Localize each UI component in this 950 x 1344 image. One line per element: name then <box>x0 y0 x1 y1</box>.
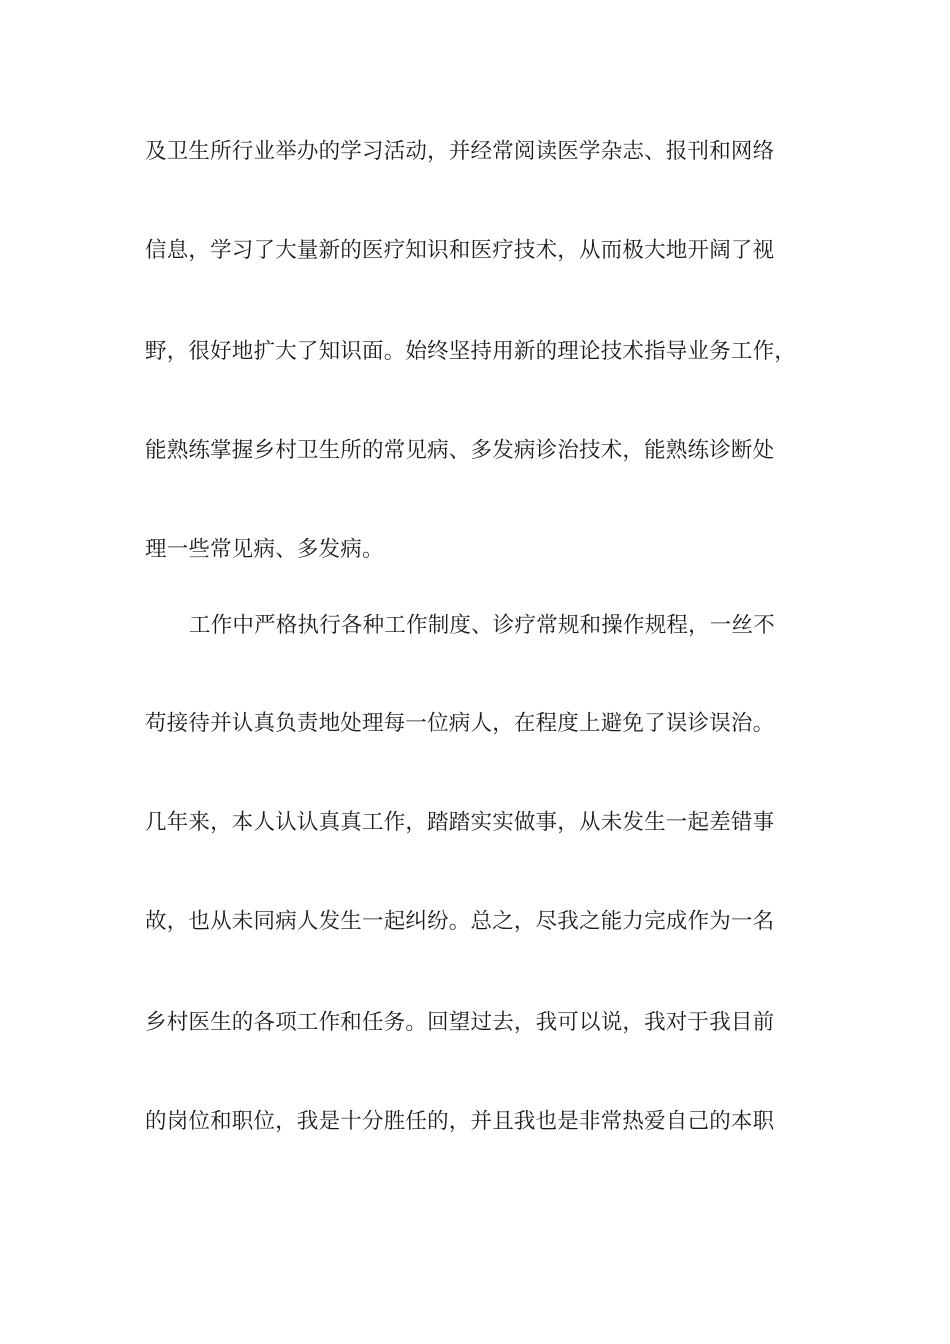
text-line: 理一些常见病、多发病。 <box>145 537 384 562</box>
text-line: 及卫生所行业举办的学习活动，并经常阅读医学杂志、报刊和网络 <box>145 139 775 164</box>
text-line: 苟接待并认真负责地处理每一位病人，在程度上避免了误诊误治。 <box>145 711 775 736</box>
paragraph-first-line: 工作中严格执行各种工作制度、诊疗常规和操作规程，一丝不 <box>189 613 775 638</box>
text-line: 故，也从未同病人发生一起纠纷。总之，尽我之能力完成作为一名 <box>145 909 775 934</box>
text-line: 乡村医生的各项工作和任务。回望过去，我可以说，我对于我目前 <box>145 1010 775 1035</box>
text-line: 野，很好地扩大了知识面。始终坚持用新的理论技术指导业务工作， <box>145 339 797 364</box>
text-line: 能熟练掌握乡村卫生所的常见病、多发病诊治技术，能熟练诊断处 <box>145 438 775 463</box>
text-line: 几年来，本人认认真真工作，踏踏实实做事，从未发生一起差错事 <box>145 810 775 835</box>
text-line: 信息，学习了大量新的医疗知识和医疗技术，从而极大地开阔了视 <box>145 238 775 263</box>
text-line: 的岗位和职位，我是十分胜任的，并且我也是非常热爱自己的本职 <box>145 1109 775 1134</box>
